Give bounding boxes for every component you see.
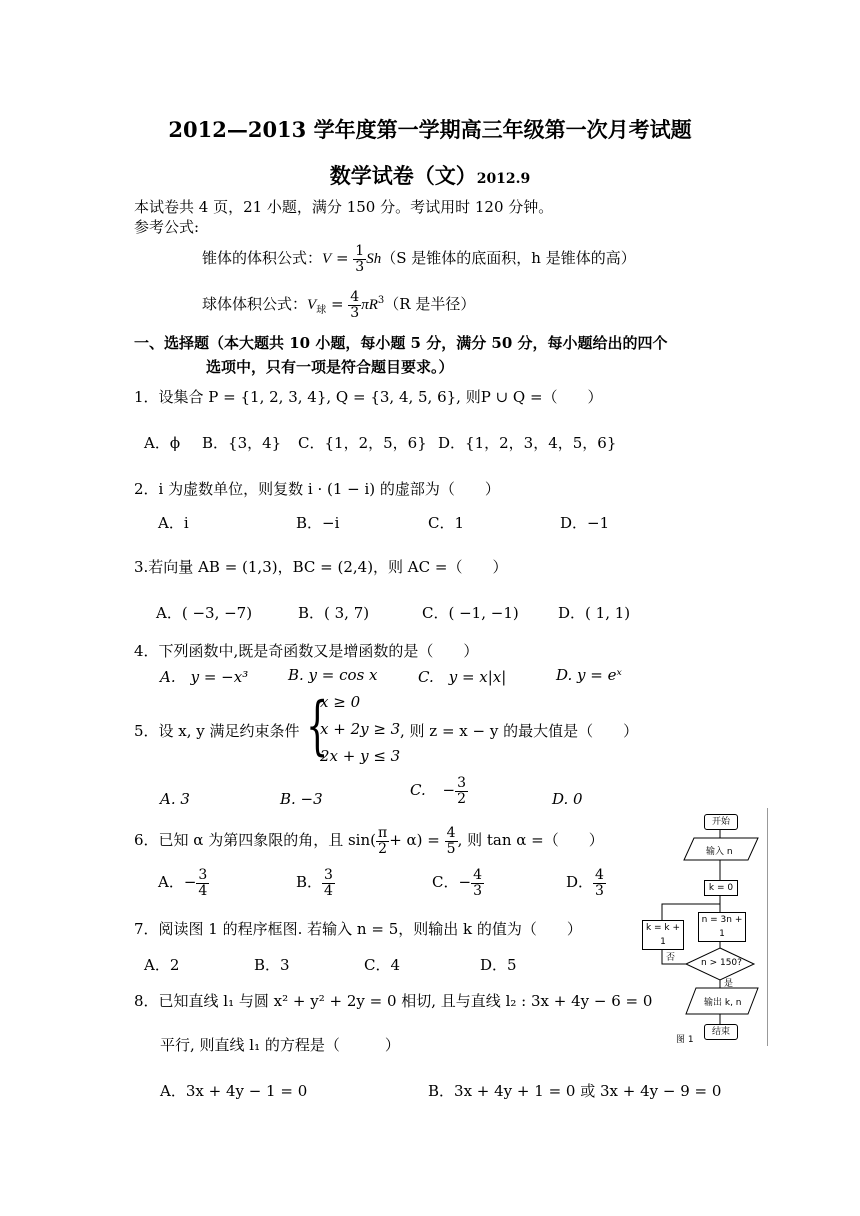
q6-stem-b: + α) = <box>389 831 440 850</box>
q8-option-b: B．3x + 4y + 1 = 0 或 3x + 4y − 9 = 0 <box>428 1082 722 1100</box>
q5-constraint-2: x + 2y ≥ 3 <box>320 720 401 738</box>
figure-border <box>767 808 768 1046</box>
q6-pi-den: 2 <box>378 840 388 857</box>
q6-option-d <box>566 868 606 898</box>
q7-option-a: A．2 <box>144 956 180 974</box>
flowchart-start: 开始 <box>704 814 738 830</box>
q2-option-d: D．−1 <box>560 514 610 532</box>
q3-option-a: A．( −3, −7) <box>156 604 253 622</box>
q6-a-sign: − <box>183 873 197 892</box>
q6-d-den: 3 <box>595 882 604 899</box>
q6-option-b <box>296 868 335 898</box>
section1-heading: 一、选择题（本大题共 10 小题，每小题 5 分，满分 50 分，每小题给出的四个 <box>134 334 668 352</box>
q8-option-a: A．3x + 4y − 1 = 0 <box>160 1082 308 1100</box>
q5-constraint-3: 2x + y ≤ 3 <box>320 747 401 765</box>
q2-option-a: A．i <box>158 514 189 532</box>
section1-heading-cont: 选项中，只有一项是符合题目要求。） <box>206 358 454 376</box>
q7-option-c: C．4 <box>364 956 401 974</box>
q7-option-b: B．3 <box>254 956 290 974</box>
flowchart-init: k = 0 <box>704 880 738 896</box>
q6-val-den: 5 <box>446 840 456 857</box>
flowchart-end: 结束 <box>704 1024 738 1040</box>
q3-option-c: C．( −1, −1) <box>422 604 519 622</box>
q1-option-a: A．ϕ <box>144 434 181 452</box>
cone-label: 锥体的体积公式： <box>202 249 323 268</box>
flowchart-update-n: n = 3n + 1 <box>698 912 746 942</box>
constraint-brace: { <box>306 689 329 763</box>
q6-option-d-label: D． <box>566 873 594 892</box>
q6-pi-num: π <box>378 825 388 841</box>
exam-subtitle-line <box>0 160 860 190</box>
q6-val-num: 4 <box>446 825 456 841</box>
q6-c-num: 4 <box>473 867 482 883</box>
q3-stem: 3.若向量 AB = (1,3)，BC = (2,4)，则 AC =（ ） <box>134 558 508 576</box>
cone-note: （S 是锥体的底面积，h 是锥体的高） <box>381 249 636 268</box>
q5-stem-end: , 则 z = x − y 的最大值是（ ） <box>400 722 639 740</box>
q5-option-c <box>410 776 468 806</box>
three-halves-fraction <box>455 776 468 806</box>
exam-title: 2012—2013 学年度第一学期高三年级第一次月考试题 <box>168 117 692 142</box>
exam-subtitle: 数学试卷（文） <box>329 163 477 188</box>
q8-stem-line2: 平行, 则直线 l₁ 的方程是（ ） <box>160 1036 400 1054</box>
q1-option-c: C．{1，2，5，6} <box>298 434 427 452</box>
sphere-note: （R 是半径） <box>384 295 476 314</box>
q3-option-b: B．( 3, 7) <box>298 604 370 622</box>
q7-option-d: D．5 <box>480 956 517 974</box>
intro-line: 本试卷共 4 页，21 小题，满分 150 分。考试用时 120 分钟。 <box>134 198 554 216</box>
q6-stem-a: 6．已知 α 为第四象限的角，且 sin( <box>134 831 376 850</box>
q6-option-c-label: C． <box>432 873 459 892</box>
q6-b-fraction <box>322 868 335 898</box>
q1-option-d: D．{1，2，3，4，5，6} <box>438 434 617 452</box>
q1-option-b: B．{3，4} <box>202 434 282 452</box>
q7-stem: 7．阅读图 1 的程序框图. 若输入 n = 5，则输出 k 的值为（ ） <box>134 920 582 938</box>
q6-a-den: 4 <box>198 882 208 899</box>
q1-stem: 1．设集合 P = {1, 2, 3, 4}, Q = {3, 4, 5, 6}, 则P ∪ Q =（ ） <box>134 388 603 406</box>
q6-d-num: 4 <box>595 867 604 883</box>
q6-option-a <box>158 868 209 898</box>
flowchart-caption: 图 1 <box>676 1035 694 1045</box>
q5-option-a: A. 3 <box>160 790 190 808</box>
flowchart-no: 否 <box>666 953 676 963</box>
q6-a-fraction <box>196 868 209 898</box>
four-fifths-fraction <box>445 826 458 856</box>
pi-over-two-fraction <box>376 826 389 856</box>
q6-option-b-label: B． <box>296 873 323 892</box>
q2-stem: 2．i 为虚数单位，则复数 i · (1 − i) 的虚部为（ ） <box>134 480 500 498</box>
flowchart-yes: 是 <box>724 979 734 989</box>
flowchart-input: 输入 n <box>706 847 733 857</box>
q2-option-b: B．−i <box>296 514 340 532</box>
sphere-formula: 球体体积公式：$V_球$ = $\frac{4}{3}$ $\pi R^3(R$ 是半径） <box>202 289 476 321</box>
flowchart-condition: n > 150? <box>701 958 742 968</box>
q5-stem-start: 5．设 x, y 满足约束条件 <box>134 722 300 740</box>
four-thirds-fraction: $\frac{4}{3}$ <box>350 289 360 321</box>
q5-constraint-1: x ≥ 0 <box>320 693 361 711</box>
q4-option-a: A. y = −x³ <box>160 668 249 686</box>
q4-stem: 4．下列函数中,既是奇函数又是增函数的是（ ） <box>134 642 479 660</box>
q4-option-d: D. y = eˣ <box>556 666 622 684</box>
q5-c-den: 2 <box>457 790 466 807</box>
q6-c-den: 3 <box>473 882 482 899</box>
q5-option-c-sign: − <box>442 781 456 800</box>
q8-stem-line1: 8．已知直线 l₁ 与圆 x² + y² + 2y = 0 相切, 且与直线 l₂ : 3x + 4y − 6 = 0 <box>134 992 653 1010</box>
flowchart-output: 输出 k, n <box>704 998 742 1008</box>
q4-option-b: B. y = cos x <box>288 666 378 684</box>
q6-d-fraction <box>593 868 606 898</box>
flowchart-figure <box>640 808 768 1046</box>
q6-b-num: 3 <box>324 867 333 883</box>
cone-formula: 锥体的体积公式：V = $\frac{1}{3}$ Sh（S 是锥体的底面积，h 是锥体的高） <box>202 243 636 275</box>
q5-option-d: D. 0 <box>552 790 583 808</box>
q6-a-num: 3 <box>198 867 208 883</box>
q5-option-c-label: C. <box>410 781 426 800</box>
q6-stem-c: , 则 tan α =（ ） <box>457 831 604 850</box>
q6-b-den: 4 <box>324 882 333 899</box>
reference-label: 参考公式: <box>134 218 200 236</box>
q6-option-c <box>432 868 484 898</box>
q6-c-sign: − <box>458 873 472 892</box>
q4-option-c: C. y = x|x| <box>418 668 507 686</box>
q5-option-b: B. −3 <box>280 790 323 808</box>
q3-option-d: D．( 1, 1) <box>558 604 631 622</box>
exam-date: 2012.9 <box>476 171 531 187</box>
one-third-fraction: $\frac{1}{3}$ <box>355 243 365 275</box>
q2-option-c: C．1 <box>428 514 465 532</box>
q6-c-fraction <box>471 868 484 898</box>
flowchart-update-k: k = k + 1 <box>642 920 684 950</box>
sphere-label: 球体体积公式： <box>202 295 308 314</box>
q6-option-a-label: A． <box>158 873 184 892</box>
q6-stem <box>134 826 604 856</box>
q5-c-num: 3 <box>457 775 466 791</box>
